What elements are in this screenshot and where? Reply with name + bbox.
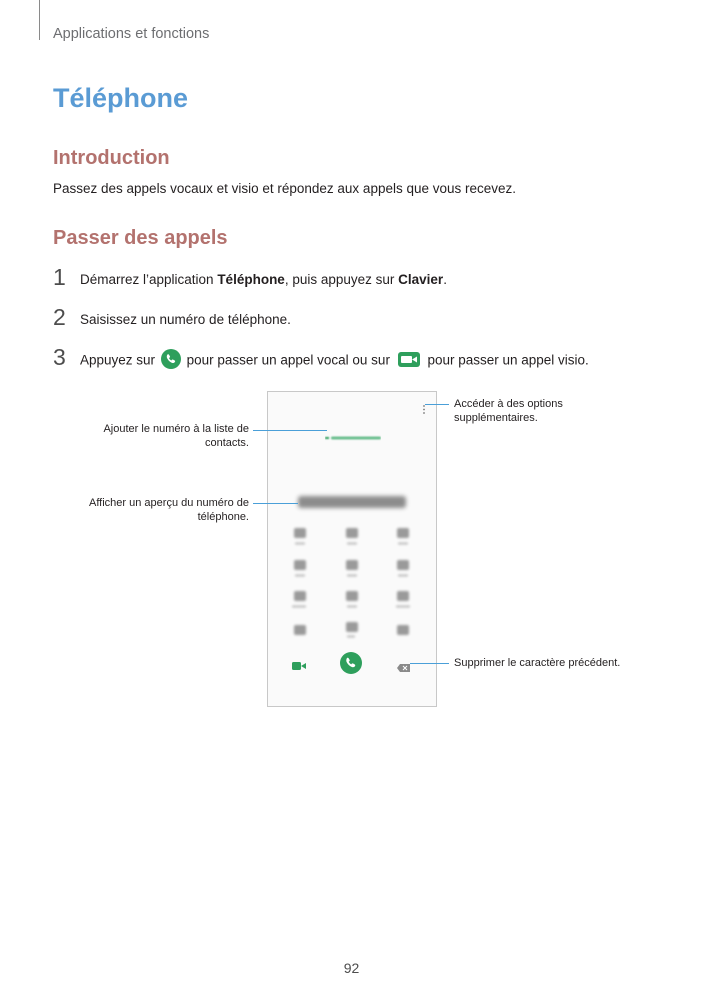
step-text-2: Saisissez un numéro de téléphone. [80,312,291,327]
step-text-1 [80,272,447,287]
page-title: Téléphone [53,83,189,113]
step-3-before: Appuyez sur [80,352,156,368]
introduction-text: Passez des appels vocaux et visio et répondez aux appels que vous recevez. [53,181,517,196]
step-number-2: 2 [53,304,66,330]
phone-screenshot [267,391,437,707]
video-call-icon [398,352,420,367]
step-1-app-name: Téléphone [217,272,285,287]
callout-delete-char: Supprimer le caractère précédent. [454,657,621,669]
callout-preview: Afficher un aperçu du numéro de téléphone. [88,497,249,523]
callout-line-more-options [425,404,449,405]
video-call-button-icon [292,658,306,668]
step-text-3 [80,351,589,371]
step-3-after: pour passer un appel visio. [423,352,589,368]
step-number-3: 3 [53,344,66,370]
page-number: 92 [343,960,360,976]
callout-line-add-contact [253,430,327,431]
backspace-icon [397,659,410,667]
section-title-calls: Passer des appels [53,227,228,249]
step-1-keypad-name: Clavier [398,272,444,287]
step-3-middle: pour passer un appel vocal ou sur [182,352,394,368]
step-number-1: 1 [53,264,66,290]
voice-call-button-icon [340,652,362,674]
section-title-introduction: Introduction [53,147,170,169]
phone-call-icon [161,349,181,369]
callout-line-delete [410,663,449,664]
header-rule [39,0,40,40]
breadcrumb: Applications et fonctions [53,26,210,42]
step-1-before: Démarrez l’application [80,272,218,287]
step-1-middle: , puis appuyez sur [284,272,399,287]
callout-more-options: Accéder à des options supplémentaires. [454,398,563,424]
callout-line-preview [253,503,298,504]
callout-add-contact: Ajouter le numéro à la liste de contacts. [103,423,249,449]
step-1-after: . [443,272,447,287]
